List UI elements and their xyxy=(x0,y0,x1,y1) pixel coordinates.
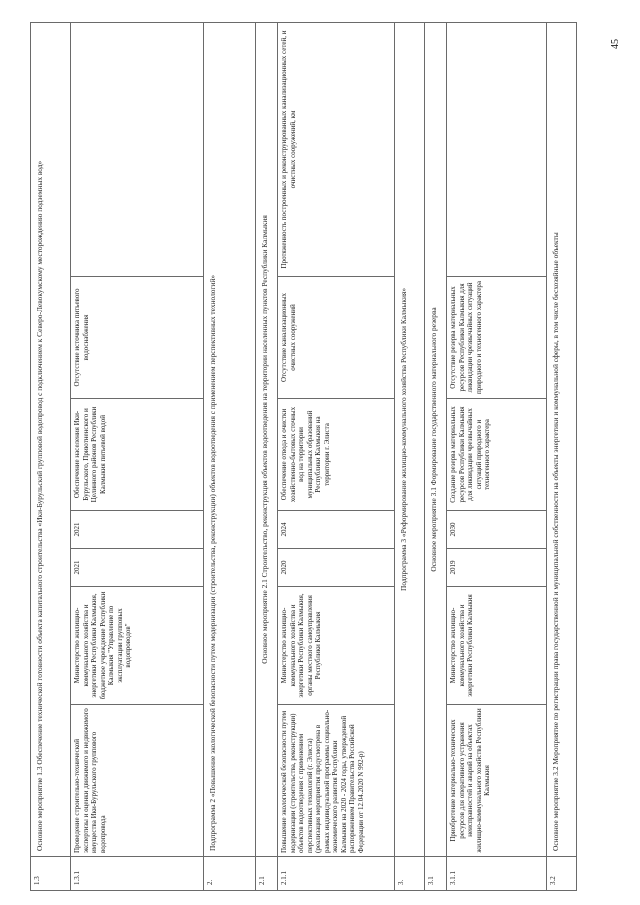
table-row xyxy=(204,22,256,890)
executor: Министерство жилищно-коммунального хозяйства и энергетики Республики Калмыкия xyxy=(447,587,547,705)
measure-name: Повышение экологической безопасности путем модернизации (строительства, реконструкции) объектов водоотведения с применением перспективных технологий (г. Элиста) (реализация мероприятия предусмотрена в рамках индивидуальной программы социально-экономического развития Республики Калмыкия на 2020 - 2024 годы, утвержденной распоряжением Правительства Российской Федерации от 12.04.2020 N 992-р) xyxy=(278,705,395,857)
row-number: 3.2 xyxy=(547,857,577,891)
table-row xyxy=(395,22,425,890)
indicator: Протяженность построенных и реконструированных канализационных сетей, и очистных сооружений, км xyxy=(278,22,395,276)
expected-result: Создание резерва материальных ресурсов Республики Калмыкия для ликвидации чрезвычайных ситуаций природного и техногенного характера xyxy=(447,399,547,511)
executor: Министерство жилищно-коммунального хозяйства и энергетики Республики Калмыкия, органы местного самоуправления Республики Калмыкия xyxy=(278,587,395,705)
expected-result: Обеспечение отвода и очистки хозяйственно-бытовых сточных вод на территории муниципальных образований Республики Калмыкия на территории г. Элиста xyxy=(278,399,395,511)
table-row xyxy=(278,22,395,890)
table-row xyxy=(71,22,204,890)
measure-heading: Основное мероприятие 1.3 Обеспечение технической готовности объекта капитального строительства «Ики-Бурульский групповой водопровод с подключением к Северо-Левокумскому месторождению подземных вод» xyxy=(31,22,71,856)
row-number: 3.1.1 xyxy=(447,857,547,891)
measure-name: Проведение строительно-технической экспертизы и оценки движимого и недвижимого имущества Ики-Бурульского группового водопровода xyxy=(71,705,204,857)
indicator xyxy=(71,22,204,276)
row-number: 2.1.1 xyxy=(278,857,395,891)
expected-result: Обеспечение населения Ики-Бурульского, Приютненского и Целинного районов Республики Калмыкия питьевой водой xyxy=(71,399,204,511)
row-number: 1.3.1 xyxy=(71,857,204,891)
measure-name: Приобретение материально-технических ресурсов для оперативного устранения неисправностей и аварий на объектах жилищно-коммунального хозяйства Республики Калмыкия xyxy=(447,705,547,857)
subprogram-heading: Подпрограмма 3 «Реформирование жилищно-коммунального хозяйства Республики Калмыкия» xyxy=(395,22,425,856)
start-year: 2020 xyxy=(278,549,395,587)
row-number: 1.3 xyxy=(31,857,71,891)
table-row xyxy=(256,22,278,890)
row-number: 3. xyxy=(395,857,425,891)
start-year: 2019 xyxy=(447,549,547,587)
non-implementation-consequence: Отсутствие резерва материальных ресурсов Республики Калмыкия для ликвидации чрезвычайных ситуаций природного и техногенного характера xyxy=(447,277,547,399)
table-row xyxy=(547,22,577,890)
row-number: 2. xyxy=(204,857,256,891)
subprogram-heading: Подпрограмма 2 «Повышение экологической безопасности путем модернизации (строительства, реконструкции) объектов водоотведения с применением перспективных технологий» xyxy=(204,22,256,856)
indicator xyxy=(447,22,547,276)
measure-heading: Основное мероприятие 2.1 Строительство, реконструкция объектов водоотведения на территории населенных пунктов Республики Калмыкия xyxy=(256,22,278,856)
measure-heading: Основное мероприятие 3.2 Мероприятие по регистрации права государственной и муниципальной собственности на объекты энергетики и коммунальной сферы, в том числе бесхозяйные объекты xyxy=(547,22,577,856)
page-number: 45 xyxy=(610,39,621,49)
end-year: 2021 xyxy=(71,511,204,549)
table-row xyxy=(447,22,547,890)
executor: Министерство жилищно-коммунального хозяйства и энергетики Республики Калмыкия, бюджетное учреждение Республики Калмыкия "Управление по эксплуатации групповых водопроводов" xyxy=(71,587,204,705)
end-year: 2030 xyxy=(447,511,547,549)
row-number: 2.1 xyxy=(256,857,278,891)
row-number: 3.1 xyxy=(425,857,447,891)
non-implementation-consequence: Отсутствие канализационных очистных сооружений xyxy=(278,277,395,399)
non-implementation-consequence: Отсутствие источника питьевого водоснабжения xyxy=(71,277,204,399)
start-year: 2021 xyxy=(71,549,204,587)
measure-heading: Основное мероприятие 3.1 Формирование государственного материального резерва xyxy=(425,22,447,856)
end-year: 2024 xyxy=(278,511,395,549)
table-row xyxy=(31,22,71,890)
program-table xyxy=(30,22,577,891)
table-row xyxy=(425,22,447,890)
